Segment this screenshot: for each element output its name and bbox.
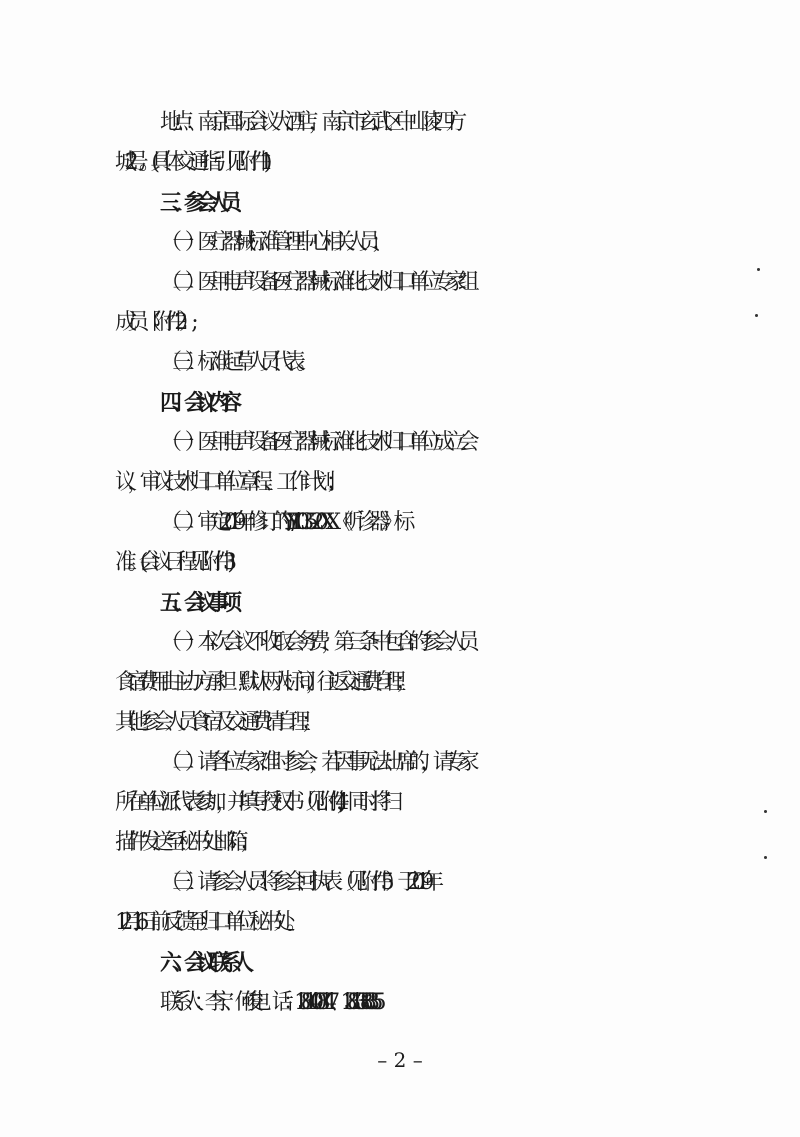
matters-item-2-line-2: 所在单位派代表参加，并填写授权书（见附件 4)，同时将扫: [115, 790, 393, 815]
scan-speck: [755, 314, 758, 317]
matters-item-1-line-2: 食宿费用由主办方承担（默认两人标间），往返交通费自理；: [115, 670, 407, 695]
content-item-2-line-1: （二）审定 2019 年修订的 YY/T 1035–20XX《听诊器》标: [160, 510, 406, 535]
content-item-1-line-1: （一）医用电声设备医疗器械标准化技术归口单位成立会: [160, 430, 471, 455]
matters-item-1-line-3: 其他参会人员食宿及交通费请自理；: [115, 710, 314, 735]
scan-speck: [764, 810, 767, 813]
attendees-item-2-line-1: （二）医用电声设备医疗器械标准化技术归口单位专家组: [160, 270, 471, 295]
content-item-2-line-2: 准。(会议日程见附件 3): [115, 550, 227, 575]
matters-item-1-line-1: （一）本次会议不收取会务费，第三条中包含的参会人员: [160, 630, 471, 655]
contacts-line: 联系人：李 宁、何 俊 电 话：13814008147、13813388355: [160, 990, 376, 1015]
matters-item-2-line-1: （二）请各位专家准时参会，若因事无法出席的，请专家: [160, 750, 471, 775]
attendees-item-2-line-2: 成员（附件 2）;: [115, 310, 190, 335]
section-heading-contacts: 六、会议联系人: [160, 950, 245, 976]
scan-speck: [757, 268, 760, 271]
attendees-item-1: （一）医疗器械标准管理中心相关人员；: [160, 230, 384, 255]
matters-item-3-line-1: （三）请参会人员将参会回执表（见附件 5）于 2019 年: [160, 870, 435, 895]
scan-speck: [764, 856, 767, 859]
venue-line-2: 城 2 号。(具体交通指引见附件 1): [115, 150, 263, 175]
page-number: – 2 –: [377, 1048, 423, 1072]
matters-item-3-line-2: 12 月 16 日前反馈至归口单位秘书处。: [115, 910, 299, 935]
section-heading-matters: 五、会议事项: [160, 590, 233, 616]
venue-line-1: 地点：南京国际会议大酒店，南京市玄武区中山陵四方: [160, 110, 458, 135]
matters-item-2-line-3: 描件发送至秘书处邮箱；: [115, 830, 252, 855]
section-heading-content: 四、会议内容: [160, 390, 233, 416]
attendees-item-3: （三）标准起草人员代表。: [160, 350, 309, 375]
content-item-1-line-2: 议，审议技术归口单位章程、工作计划；: [115, 470, 339, 495]
section-heading-attendees: 三、参会人员: [160, 190, 233, 216]
